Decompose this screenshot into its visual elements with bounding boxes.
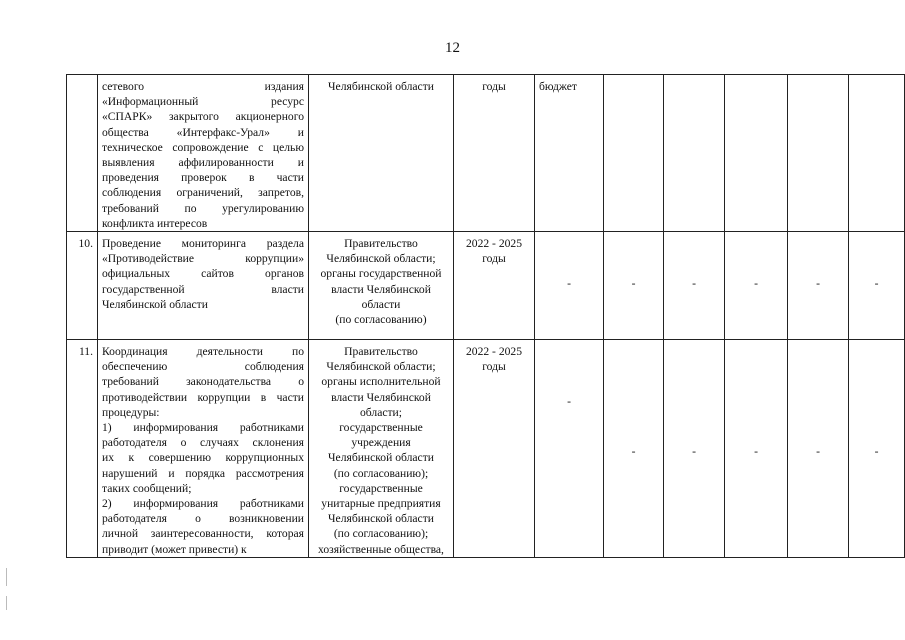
executor-line: власти Челябинской xyxy=(331,390,431,404)
funding-source-cell xyxy=(535,340,604,558)
funding-source-line: бюджет xyxy=(539,80,577,93)
scan-margin-mark xyxy=(6,568,7,586)
description-line: процедуры: xyxy=(102,405,160,419)
term-line: 2022 - 2025 xyxy=(465,345,523,359)
description-line: «СПАРК» закрытого акционерного xyxy=(102,110,304,124)
funding-value-cell xyxy=(604,340,664,558)
executor-cell xyxy=(309,232,454,340)
term-line: годы xyxy=(482,360,506,374)
table-row xyxy=(67,232,905,340)
description-line: личной заинтересованности, которая xyxy=(102,527,304,541)
description-line: выявления аффилированности и xyxy=(102,156,304,170)
funding-value-cell xyxy=(849,75,905,232)
funding-value-cell xyxy=(604,232,664,340)
description-line: сетевого издания xyxy=(102,80,304,93)
funding-value-cell xyxy=(788,340,849,558)
executor-cell xyxy=(309,340,454,558)
executor-line: органы исполнительной xyxy=(321,375,441,389)
executor-line: органы государственной xyxy=(320,267,442,281)
description-line: работодателя о возникновении xyxy=(102,512,304,526)
executor-line: (по согласованию) xyxy=(335,313,427,327)
executor-line: (по согласованию); xyxy=(333,527,429,541)
measures-table xyxy=(66,74,905,558)
funding-value-cell xyxy=(664,232,725,340)
description-line: работодателя о случаях склонения xyxy=(102,436,304,450)
table-row xyxy=(67,340,905,558)
funding-value-cell xyxy=(788,75,849,232)
executor-line: Челябинской области xyxy=(328,80,434,93)
description-line: приводит (может привести) к xyxy=(102,542,247,556)
measure-description-cell xyxy=(98,340,309,558)
description-line: Челябинской области xyxy=(102,297,208,311)
measure-description-cell xyxy=(98,75,309,232)
executor-line: области xyxy=(361,297,401,311)
funding-value-cell xyxy=(664,340,725,558)
term-cell xyxy=(454,340,535,558)
funding-value: - xyxy=(816,277,820,291)
row-number-cell xyxy=(67,340,98,558)
page-number: 12 xyxy=(445,40,460,56)
executor-line: (по согласованию); xyxy=(333,466,429,480)
funding-value: - xyxy=(631,445,636,459)
description-line: соблюдения ограничений, запретов, xyxy=(102,186,304,200)
executor-line: Правительство xyxy=(344,237,418,251)
funding-value: - xyxy=(816,445,820,459)
executor-line: Правительство xyxy=(344,345,418,359)
description-line: «Противодействие коррупции» xyxy=(102,252,304,266)
funding-value: - xyxy=(631,277,636,291)
measure-description-cell xyxy=(98,232,309,340)
funding-value: - xyxy=(874,277,879,291)
funding-value-cell xyxy=(849,340,905,558)
funding-value-cell xyxy=(788,232,849,340)
row-number: 10. xyxy=(78,237,93,251)
executor-line: государственные xyxy=(339,421,423,435)
funding-value-cell xyxy=(664,75,725,232)
executor-line: государственные xyxy=(339,481,423,495)
description-line: 1) информирования работниками xyxy=(102,421,304,435)
description-line: таких сообщений; xyxy=(102,481,192,495)
funding-value: - xyxy=(754,277,758,291)
funding-value: - xyxy=(692,445,696,459)
funding-value-cell xyxy=(725,340,788,558)
executor-line: Челябинской области xyxy=(328,451,434,465)
funding-source-line: - xyxy=(567,395,571,409)
executor-line: власти Челябинской xyxy=(331,282,431,296)
executor-line: Челябинской области xyxy=(328,512,434,526)
description-line: их к совершению коррупционных xyxy=(102,451,304,465)
executor-line: Челябинской области; xyxy=(326,252,436,266)
funding-source-cell xyxy=(535,232,604,340)
funding-value: - xyxy=(874,445,879,459)
term-line: 2022 - 2025 xyxy=(465,237,523,251)
funding-value: - xyxy=(754,445,758,459)
row-number: 11. xyxy=(78,345,93,359)
description-line: проведения проверок в части xyxy=(102,171,304,185)
executor-line: хозяйственные общества, xyxy=(318,542,444,556)
description-line: государственной власти xyxy=(102,282,304,296)
description-line: 2) информирования работниками xyxy=(102,497,304,511)
row-number-cell xyxy=(67,232,98,340)
description-line: общества «Интерфакс-Урал» и xyxy=(102,125,304,139)
funding-source-cell xyxy=(535,75,604,232)
row-number-cell xyxy=(67,75,98,232)
executor-line: области; xyxy=(360,405,402,419)
funding-value-cell xyxy=(725,232,788,340)
term-line: годы xyxy=(482,252,506,266)
description-line: требований законодательства о xyxy=(102,375,304,389)
scan-margin-mark xyxy=(6,596,7,610)
description-line: требований по урегулированию xyxy=(102,201,304,215)
description-line: обеспечению соблюдения xyxy=(102,360,304,374)
description-line: Координация деятельности по xyxy=(102,345,304,359)
description-line: официальных сайтов органов xyxy=(102,267,304,281)
executor-line: учреждения xyxy=(351,436,411,450)
executor-line: Челябинской области; xyxy=(326,360,436,374)
table-row xyxy=(67,75,905,232)
description-line: нарушений и порядка рассмотрения xyxy=(102,466,304,480)
funding-value: - xyxy=(692,277,696,291)
funding-value-cell xyxy=(849,232,905,340)
description-line: Проведение мониторинга раздела xyxy=(102,237,304,251)
description-line: конфликта интересов xyxy=(102,216,208,230)
executor-line: унитарные предприятия xyxy=(321,497,441,511)
description-line: техническое сопровождение с целью xyxy=(102,140,304,154)
description-line: «Информационный ресурс xyxy=(102,95,304,109)
term-line: годы xyxy=(482,80,506,93)
funding-value-cell xyxy=(604,75,664,232)
funding-source-line: - xyxy=(567,277,571,291)
term-cell xyxy=(454,75,535,232)
executor-cell xyxy=(309,75,454,232)
funding-value-cell xyxy=(725,75,788,232)
description-line: противодействии коррупции в части xyxy=(102,390,304,404)
term-cell xyxy=(454,232,535,340)
